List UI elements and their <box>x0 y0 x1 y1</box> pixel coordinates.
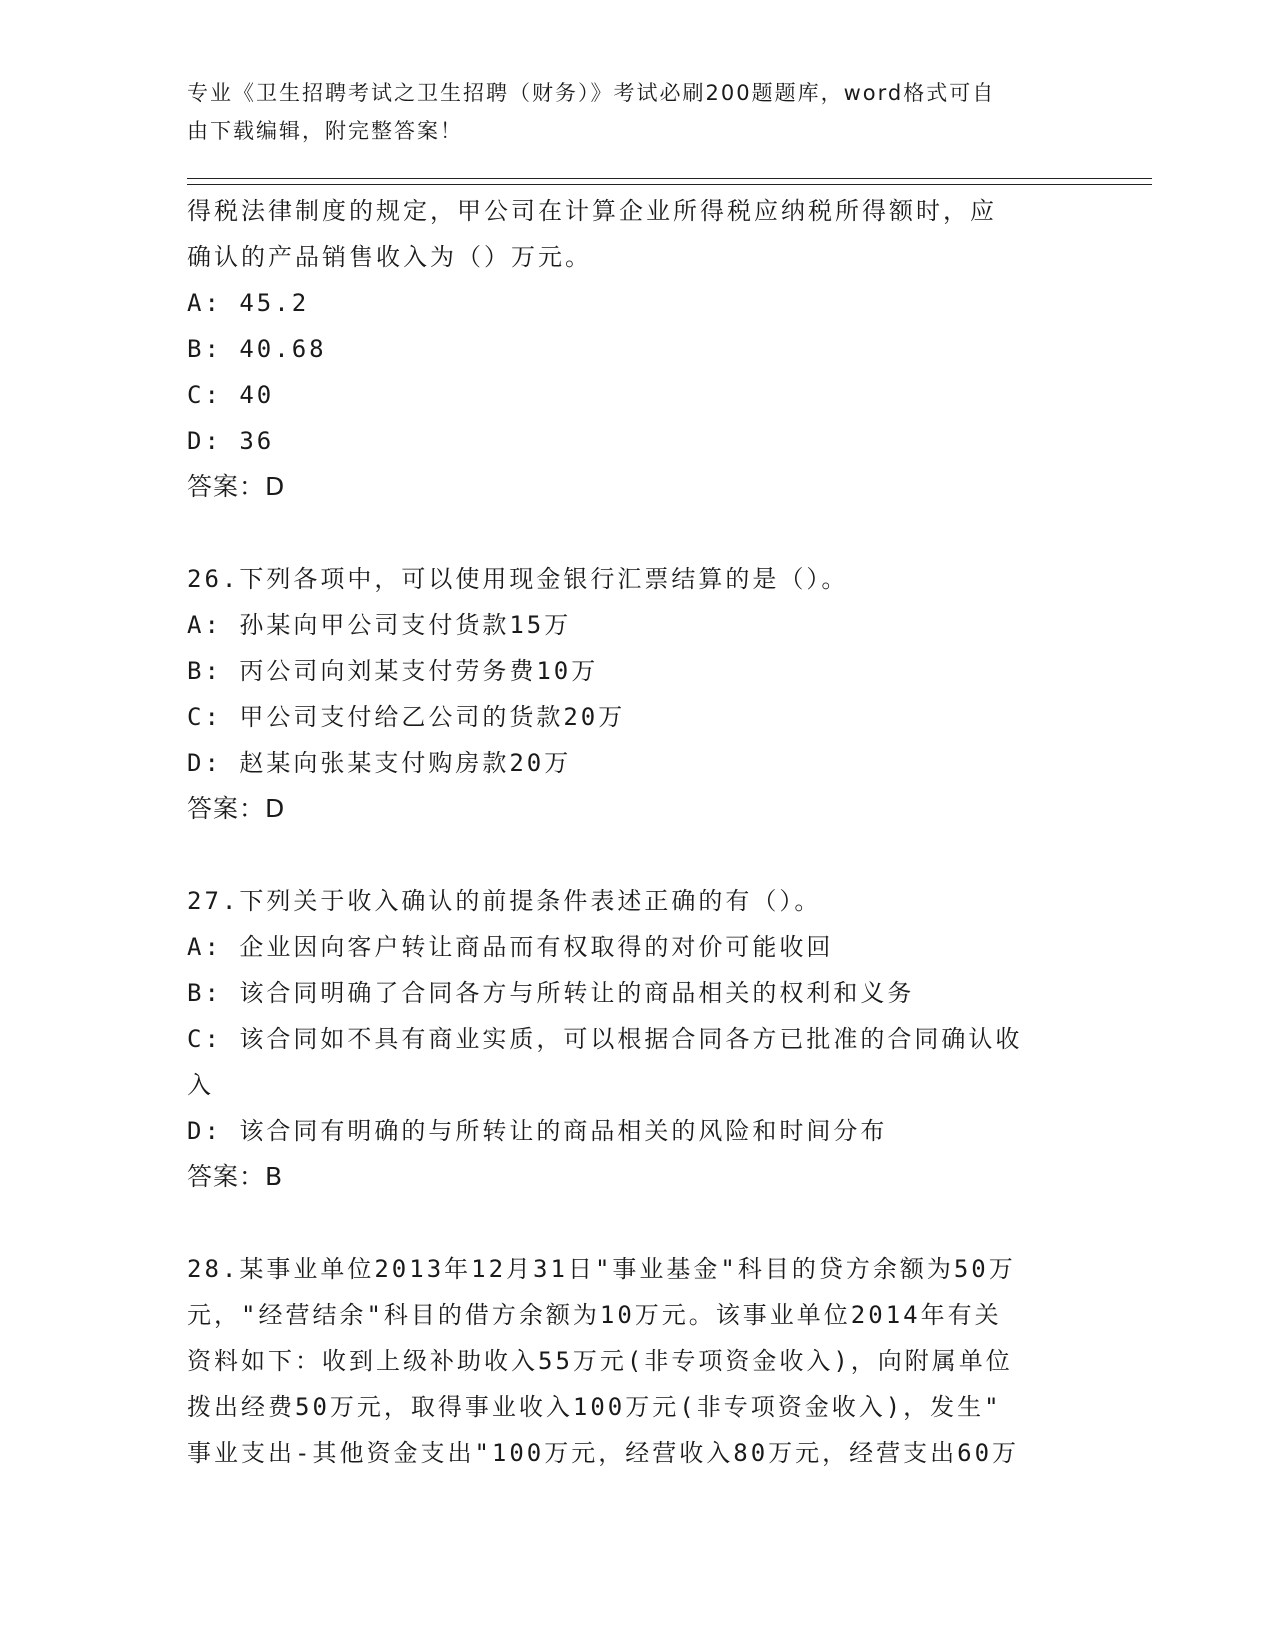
question-stem-line: 得税法律制度的规定，甲公司在计算企业所得税应纳税所得额时，应 <box>187 197 997 225</box>
option-b: B: 丙公司向刘某支付劳务费10万 <box>187 657 599 685</box>
header-rule-bottom <box>187 184 1152 185</box>
answer-line: 答案：B <box>187 1162 284 1191</box>
spacer <box>187 1200 1087 1246</box>
question-stem: 26.下列各项中，可以使用现金银行汇票结算的是（）。 <box>187 565 849 593</box>
question-stem-line: 事业支出-其他资金支出"100万元，经营收入80万元，经营支出60万 <box>187 1439 1020 1467</box>
question-26 <box>187 556 1087 832</box>
option-b: B: 40.68 <box>187 335 327 363</box>
page-header <box>187 74 1067 150</box>
question-stem-line: 确认的产品销售收入为（）万元。 <box>187 243 592 271</box>
header-line-1: 专业《卫生招聘考试之卫生招聘（财务）》考试必刷200题题库，word格式可自 <box>187 81 996 105</box>
answer-line: 答案：D <box>187 472 286 501</box>
option-c: C: 该合同如不具有商业实质，可以根据合同各方已批准的合同确认收 <box>187 1025 1023 1053</box>
answer-line: 答案：D <box>187 794 286 823</box>
question-27 <box>187 878 1087 1200</box>
header-rule-top <box>187 178 1152 179</box>
header-line-2: 由下载编辑，附完整答案！ <box>187 119 463 143</box>
option-c: C: 甲公司支付给乙公司的货款20万 <box>187 703 626 731</box>
option-a: A: 企业因向客户转让商品而有权取得的对价可能收回 <box>187 933 834 961</box>
option-d: D: 该合同有明确的与所转让的商品相关的风险和时间分布 <box>187 1117 888 1145</box>
option-d: D: 赵某向张某支付购房款20万 <box>187 749 572 777</box>
question-stem-line: 拨出经费50万元，取得事业收入100万元(非专项资金收入)，发生" <box>187 1393 1002 1421</box>
question-stem: 27.下列关于收入确认的前提条件表述正确的有（）。 <box>187 887 822 915</box>
option-a: A: 45.2 <box>187 289 310 317</box>
option-a: A: 孙某向甲公司支付货款15万 <box>187 611 572 639</box>
question-stem-line: 28.某事业单位2013年12月31日"事业基金"科目的贷方余额为50万 <box>187 1255 1016 1283</box>
question-28 <box>187 1246 1087 1476</box>
spacer <box>187 832 1087 878</box>
question-25-continued <box>187 188 1087 510</box>
question-stem-line: 元，"经营结余"科目的借方余额为10万元。该事业单位2014年有关 <box>187 1301 1002 1329</box>
option-b: B: 该合同明确了合同各方与所转让的商品相关的权利和义务 <box>187 979 915 1007</box>
document-body <box>187 188 1087 1476</box>
spacer <box>187 510 1087 556</box>
option-c: C: 40 <box>187 381 275 409</box>
option-d: D: 36 <box>187 427 275 455</box>
question-stem-line: 资料如下：收到上级补助收入55万元(非专项资金收入)，向附属单位 <box>187 1347 1013 1375</box>
option-c-continued: 入 <box>187 1071 214 1099</box>
